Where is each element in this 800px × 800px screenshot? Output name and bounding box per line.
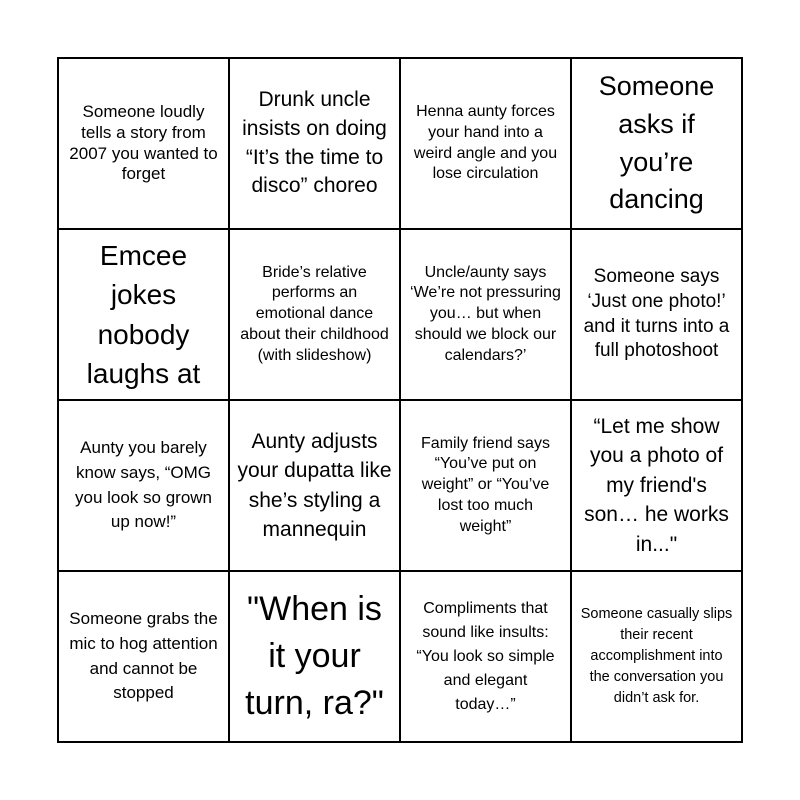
bingo-cell-text: Henna aunty forces your hand into a weird angle and you lose circulation [413,102,558,183]
bingo-cell-text: "When is it your turn, ra?" [245,590,384,722]
bingo-cell[interactable] [59,59,230,230]
bingo-cell[interactable] [230,572,401,743]
bingo-cell-text: “Let me show you a photo of my friend's son… he works in..." [584,415,729,556]
bingo-cell-text: Someone asks if you’re dancing [598,70,715,215]
bingo-cell[interactable] [59,572,230,743]
bingo-cell[interactable] [572,572,743,743]
bingo-cell-text: Someone grabs the mic to hog attention and cannot be stopped [69,609,218,703]
bingo-cell-text: Family friend says “You’ve put on weight” or “You’ve lost too much weight” [421,434,550,535]
bingo-cell[interactable] [230,401,401,572]
bingo-cell[interactable] [59,401,230,572]
bingo-cell[interactable] [401,572,572,743]
bingo-board [57,57,743,743]
bingo-cell[interactable] [401,230,572,401]
bingo-cell[interactable] [230,230,401,401]
bingo-cell[interactable] [230,59,401,230]
bingo-cell-text: Bride’s relative performs an emotional dance about their childhood (with slideshow) [240,263,389,364]
bingo-cell-text: Uncle/aunty says ‘We’re not pressuring you… but when should we block our calendars?’ [410,263,561,364]
bingo-cell-text: Someone says ‘Just one photo!’ and it turns into a full photoshoot [583,266,730,362]
bingo-cell[interactable] [59,230,230,401]
bingo-cell[interactable] [401,59,572,230]
bingo-cell[interactable] [401,401,572,572]
bingo-cell-text: Compliments that sound like insults: “You look so simple and elegant today…” [416,599,555,713]
bingo-cell[interactable] [572,230,743,401]
bingo-cell-text: Aunty you barely know says, “OMG you look so grown up now!” [74,438,213,532]
bingo-cell-text: Drunk uncle insists on doing “It’s the time to disco” choreo [242,87,387,198]
bingo-cell-text: Someone casually slips their recent accomplishment into the conversation you didn’t ask for. [580,605,733,707]
bingo-cell[interactable] [572,401,743,572]
bingo-cell-text: Aunty adjusts your dupatta like she’s styling a mannequin [237,429,392,541]
bingo-cell-text: Emcee jokes nobody laughs at [86,240,201,389]
bingo-cell[interactable] [572,59,743,230]
bingo-cell-text: Someone loudly tells a story from 2007 you wanted to forget [69,102,218,184]
